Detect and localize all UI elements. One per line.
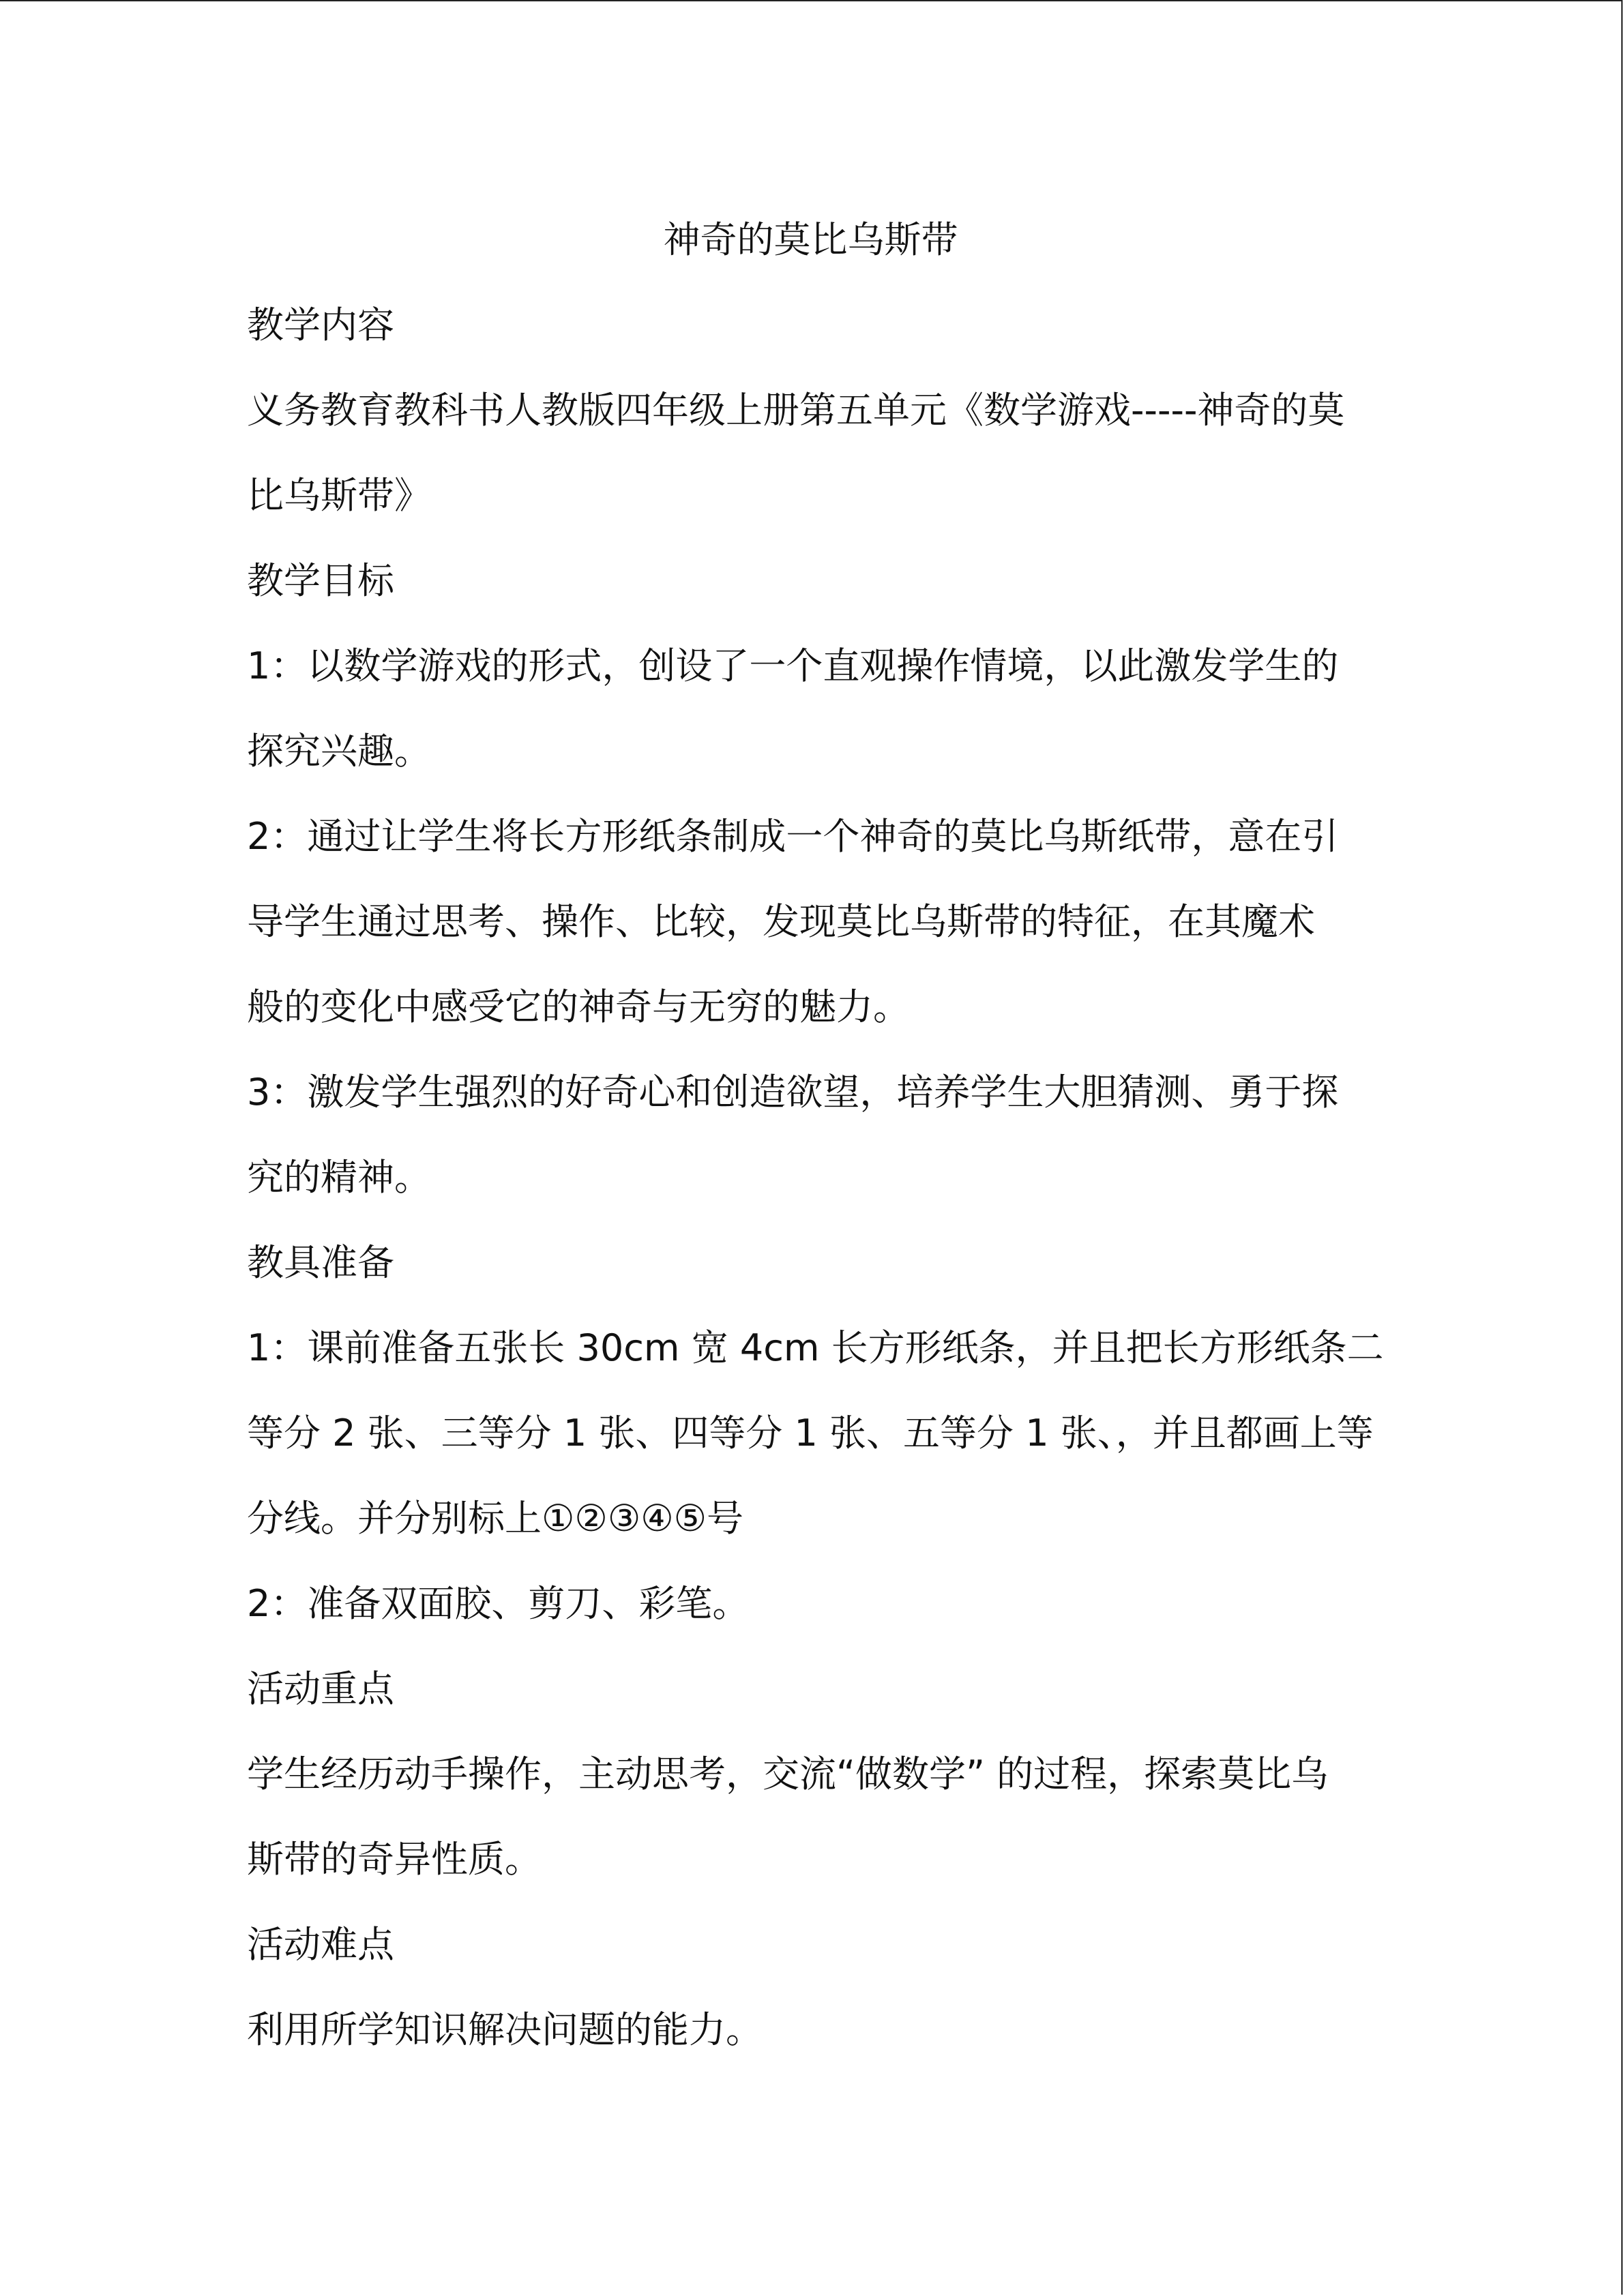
document-title: 神奇的莫比乌斯带 bbox=[663, 218, 958, 261]
paragraph-line: 义务教育教科书人教版四年级上册第五单元《数学游戏-----神奇的莫 bbox=[247, 389, 1345, 432]
section-heading-objectives: 教学目标 bbox=[247, 559, 394, 602]
paragraph-line: 2：通过让学生将长方形纸条制成一个神奇的莫比乌斯纸带，意在引 bbox=[247, 815, 1339, 858]
paragraph-line: 1：以数学游戏的形式，创设了一个直观操作情境，以此激发学生的 bbox=[247, 644, 1339, 687]
paragraph-line: 等分 2 张、三等分 1 张、四等分 1 张、五等分 1 张、，并且都画上等 bbox=[247, 1412, 1374, 1455]
paragraph-line: 探究兴趣。 bbox=[247, 730, 431, 773]
paragraph-line: 般的变化中感受它的神奇与无穷的魅力。 bbox=[247, 985, 910, 1028]
paragraph-line: 3：激发学生强烈的好奇心和创造欲望，培养学生大胆猜测、勇于探 bbox=[247, 1071, 1339, 1114]
paragraph-line: 比乌斯带》 bbox=[247, 474, 431, 517]
paragraph-line: 1：课前准备五张长 30cm 宽 4cm 长方形纸条，并且把长方形纸条二 bbox=[247, 1326, 1384, 1369]
section-heading-materials: 教具准备 bbox=[247, 1241, 394, 1284]
paragraph-line: 分线。并分别标上①②③④⑤号 bbox=[247, 1497, 744, 1540]
paragraph-line: 学生经历动手操作，主动思考，交流“做数学” 的过程，探索莫比乌 bbox=[247, 1753, 1329, 1795]
paragraph-line: 究的精神。 bbox=[247, 1156, 431, 1199]
section-heading-key-point: 活动重点 bbox=[247, 1667, 394, 1710]
section-heading-content: 教学内容 bbox=[247, 303, 394, 346]
paragraph-line: 利用所学知识解决问题的能力。 bbox=[247, 2008, 763, 2051]
paragraph-line: 斯带的奇异性质。 bbox=[247, 1838, 542, 1881]
paragraph-line: 2：准备双面胶、剪刀、彩笔。 bbox=[247, 1582, 750, 1625]
section-heading-difficulty: 活动难点 bbox=[247, 1923, 394, 1966]
paragraph-line: 导学生通过思考、操作、比较，发现莫比乌斯带的特征，在其魔术 bbox=[247, 900, 1315, 943]
